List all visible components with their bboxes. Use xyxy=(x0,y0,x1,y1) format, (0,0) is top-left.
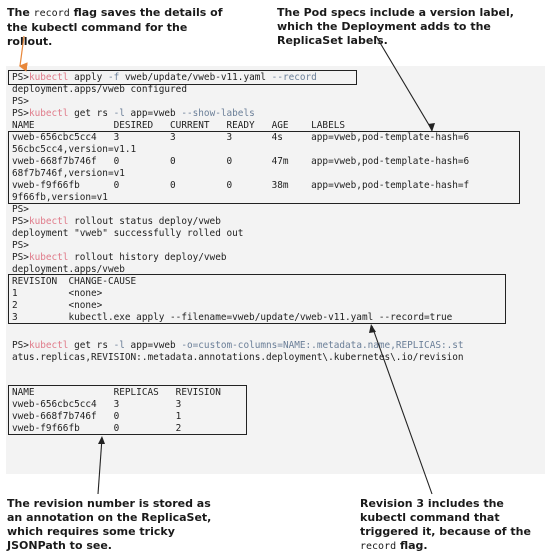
revision-header: NAME REPLICAS REVISION xyxy=(12,387,221,398)
note-record-flag: The record flag saves the details of the kubectl command for the rollout. xyxy=(7,6,223,48)
revision-row: vweb-656cbc5cc4 3 3 xyxy=(12,399,182,410)
rs-row: 68f7b746f,version=v1 xyxy=(12,168,125,179)
highlight-revision-table xyxy=(8,385,247,435)
note-revision-3: Revision 3 includes the kubectl command that triggered it, because of the record flag. xyxy=(360,497,531,552)
line-prompt-2: PS> xyxy=(12,204,29,215)
revision-row: vweb-668f7b746f 0 1 xyxy=(12,411,182,422)
note-version-label: The Pod specs include a version label, which the Deployment adds to the ReplicaSet labels. xyxy=(277,6,514,47)
line-status-cmd: PS>kubectl rollout status deploy/vweb xyxy=(12,216,221,227)
history-row: 3 kubectl.exe apply --filename=vweb/update/vweb-v11.yaml --record=true xyxy=(12,312,453,323)
rs-row: vweb-656cbc5cc4 3 3 3 4s app=vweb,pod-template-hash=6 xyxy=(12,132,470,143)
history-row: 2 <none> xyxy=(12,300,103,311)
code-record-2: record xyxy=(360,541,397,552)
rs-table-header: NAME DESIRED CURRENT READY AGE LABELS xyxy=(12,120,346,131)
line-prompt-1: PS> xyxy=(12,96,29,107)
history-row: 1 <none> xyxy=(12,288,103,299)
line-apply-cmd: PS>kubectl apply -f vweb/update/vweb-v11.yaml --record xyxy=(12,72,317,83)
code-record: record xyxy=(33,8,70,19)
highlight-replicaset-rows xyxy=(8,131,520,204)
note-jsonpath: The revision number is stored as an annotation on the ReplicaSet, which requires some tricky JSONPath to see. xyxy=(7,497,212,552)
rs-row: 9f66fb,version=v1 xyxy=(12,192,108,203)
line-custom-cmd-cont: atus.replicas,REVISION:.metadata.annotations.deployment\.kubernetes\.io/revision xyxy=(12,352,464,363)
highlight-rollout-history xyxy=(8,274,506,324)
line-apply-out: deployment.apps/vweb configured xyxy=(12,84,187,95)
line-custom-cmd: PS>kubectl get rs -l app=vweb -o=custom-columns=NAME:.metadata.name,REPLICAS:.st xyxy=(12,340,464,351)
line-history-out: deployment.apps/vweb xyxy=(12,264,125,275)
rs-row: vweb-f9f66fb 0 0 0 38m app=vweb,pod-template-hash=f xyxy=(12,180,470,191)
highlight-apply-command xyxy=(8,70,357,85)
rs-row: vweb-668f7b746f 0 0 0 47m app=vweb,pod-template-hash=6 xyxy=(12,156,470,167)
line-getrs-cmd: PS>kubectl get rs -l app=vweb --show-labels xyxy=(12,108,255,119)
history-header: REVISION CHANGE-CAUSE xyxy=(12,276,137,287)
line-status-out: deployment "vweb" successfully rolled out xyxy=(12,228,244,239)
line-prompt-3: PS> xyxy=(12,240,29,251)
line-history-cmd: PS>kubectl rollout history deploy/vweb xyxy=(12,252,227,263)
rs-row: 56cbc5cc4,version=v1.1 xyxy=(12,144,137,155)
revision-row: vweb-f9f66fb 0 2 xyxy=(12,423,182,434)
